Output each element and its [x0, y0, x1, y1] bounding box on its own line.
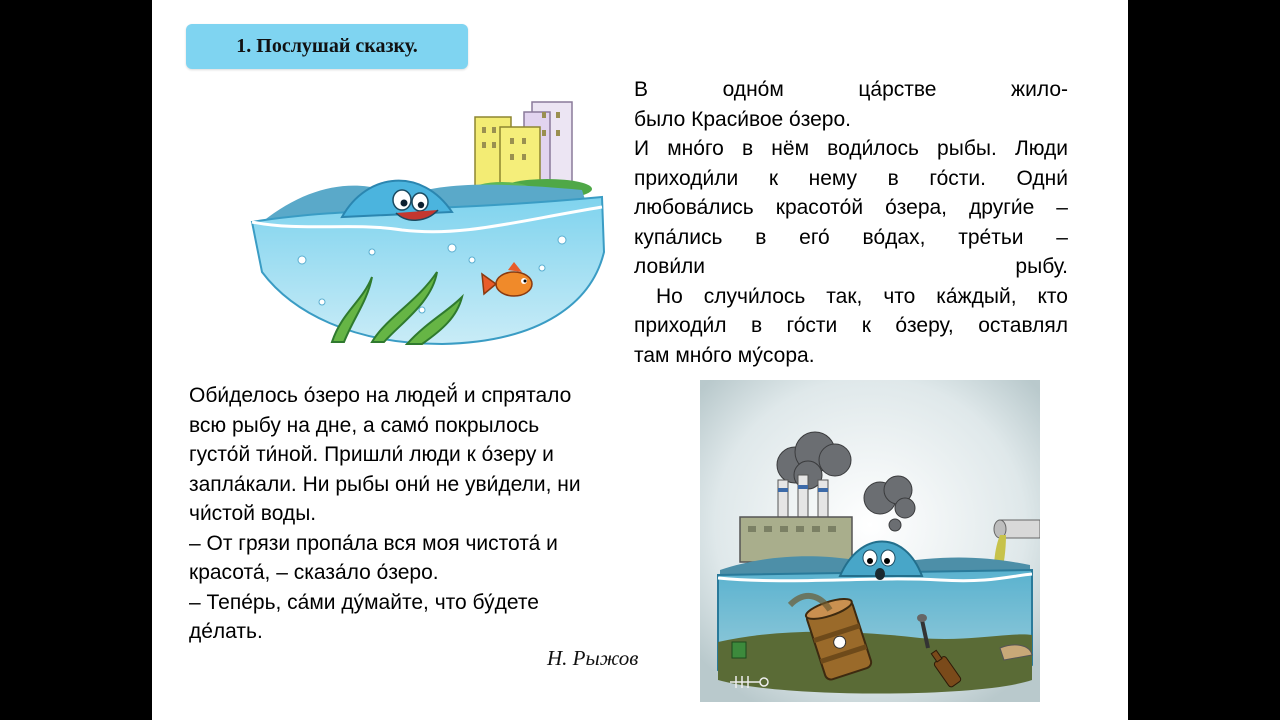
- story-line: было Краси́вое о́зеро.: [634, 107, 852, 131]
- story-line: лови́ли рыбу.: [634, 255, 1068, 278]
- story-line: В одно́м ца́рстве жило-: [634, 78, 1068, 101]
- page-title: 1. Послушай сказку.: [236, 35, 418, 57]
- slide-page: [152, 0, 1128, 720]
- story-line: И мно́го в нём води́лось рыбы. Люди: [634, 137, 1068, 160]
- story-line: чи́стой воды.: [189, 502, 317, 525]
- story-line: Но случи́лось так, что ка́ждый, кто: [656, 284, 1068, 308]
- story-paragraph-2: [189, 381, 659, 647]
- clean-lake-illustration: [242, 72, 606, 352]
- story-author: Н. Рыжов: [547, 646, 639, 670]
- story-line: всю рыбу на дне, а само́ покрылось: [189, 413, 540, 437]
- city-buildings: [472, 102, 592, 199]
- polluted-lake-illustration: [700, 380, 1040, 702]
- story-line: – Тепе́рь, са́ми ду́майте, что бу́дете: [189, 590, 539, 614]
- can: [732, 642, 746, 658]
- story-line: де́лать.: [189, 620, 263, 643]
- story-line: – От грязи пропа́ла вся моя чистота́ и: [189, 531, 558, 555]
- story-line: запла́кали. Ни рыбы они́ не уви́дели, ни: [189, 472, 581, 496]
- story-line: любова́лись красото́й о́зера, други́е –: [634, 196, 1068, 219]
- story-line: густо́й ти́ной. Пришли́ люди к о́зеру и: [189, 443, 554, 466]
- story-line: приходи́ли к нему в го́сти. Одни́: [634, 166, 1068, 190]
- story-line: Оби́делось о́зеро на людей́ и спрятало: [189, 384, 572, 407]
- story-line: приходи́л в го́сти к о́зеру, оставлял: [634, 314, 1068, 337]
- story-line: красота́, – сказа́ло о́зеро.: [189, 561, 439, 584]
- story-line: купа́лись в его́ во́дах, тре́тьи –: [634, 225, 1068, 249]
- title-badge: [186, 24, 468, 69]
- story-paragraph-1: [634, 75, 1068, 370]
- story-line: там мно́го му́сора.: [634, 343, 815, 367]
